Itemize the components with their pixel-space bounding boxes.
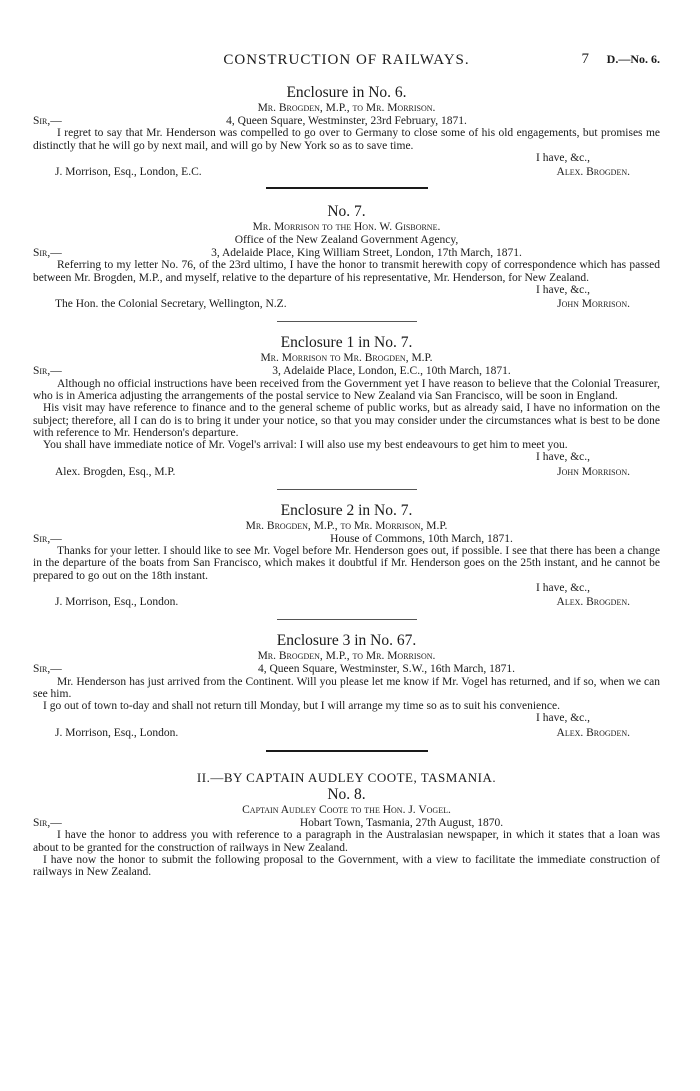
section-rule [266, 750, 428, 752]
letter-heading: Enclosure 3 in No. 67. [276, 632, 417, 650]
salutation: Sir,— [33, 115, 62, 127]
signature: Alex. Brogden. [556, 726, 630, 739]
letter-from-to: Captain Audley Coote to the Hon. J. Vogel. [242, 804, 451, 817]
letter-enclosure-1-no7 [33, 334, 660, 489]
part-two-section [33, 769, 660, 879]
letter-heading: Enclosure 2 in No. 7. [280, 501, 413, 519]
closing: I have, &c., [536, 451, 590, 464]
page-number: 7 [581, 51, 589, 67]
letter-heading: Enclosure in No. 6. [286, 84, 407, 101]
letter-address: House of Commons, 10th March, 1871. [330, 532, 513, 545]
running-title: CONSTRUCTION OF RAILWAYS. [223, 52, 470, 68]
letter-paragraph: His visit may have reference to finance and to the general scheme of public works, but as already said, I have no information on the subject; therefore, all I can do is to bring it under your notice, so that you may consider under the circumstances what is best to be done with reference to Mr. Henderson's departure. [33, 402, 660, 439]
recipient: Alex. Brogden, Esq., M.P. [55, 465, 176, 478]
letter-address: Hobart Town, Tasmania, 27th August, 1870. [299, 817, 504, 830]
section-rule [277, 619, 417, 620]
closing: I have, &c., [536, 284, 590, 297]
signature: John Morrison. [557, 298, 630, 311]
letter-no7 [33, 203, 660, 322]
letter-from-to: Mr. Morrison to Mr. Brogden, M.P. [260, 352, 433, 365]
salutation: Sir,— [33, 817, 62, 830]
letter-enclosure-3-no67 [33, 632, 660, 751]
salutation: Sir,— [33, 532, 62, 545]
letter-enclosure-no6 [33, 84, 660, 189]
letter-heading: No. 7. [327, 203, 366, 221]
salutation: Sir,— [33, 247, 62, 260]
signature: John Morrison. [557, 465, 630, 478]
letter-paragraph: I have now the honor to submit the following proposal to the Government, with a view to facilitate the immediate construction of railways in New Zealand. [33, 853, 660, 879]
signature: Alex. Brogden. [556, 166, 630, 179]
letter-paragraph: Referring to my letter No. 76, of the 23rd ultimo, I have the honor to transmit herewith copy of correspondence which has passed between Mr. Brogden, M.P., and myself, relative to the departure of his representative, Mr. Henderson, for New Zealand. [33, 259, 660, 284]
letter-from-to: Mr. Brogden, M.P., to Mr. Morrison. [257, 102, 436, 114]
recipient: J. Morrison, Esq., London. [55, 726, 179, 739]
closing: I have, &c., [536, 712, 590, 725]
letter-from-to: Mr. Brogden, M.P., to Mr. Morrison, M.P. [245, 519, 448, 532]
office-line: Office of the New Zealand Government Agency, [234, 234, 459, 247]
recipient: J. Morrison, Esq., London, E.C. [55, 166, 202, 179]
letter-paragraph: Thanks for your letter. I should like to see Mr. Vogel before Mr. Henderson goes out, if possible. I see that there has been a change in the departure of the boats from San Francisco, which makes it doubtful if Mr. Henderson goes on the 25th instant, and he cannot be prepared to go out on the 18th instant. [33, 545, 660, 582]
letter-heading: No. 8. [327, 786, 366, 804]
letter-from-to: Mr. Morrison to the Hon. W. Gisborne. [252, 221, 441, 234]
letter-address: 3, Adelaide Place, King William Street, London, 17th March, 1871. [211, 247, 522, 260]
letter-heading: Enclosure 1 in No. 7. [280, 334, 413, 352]
page-header [33, 0, 660, 68]
letter-paragraph: I regret to say that Mr. Henderson was compelled to go over to Germany to close some of his old engagements, but promises me distinctly that he will go by next mail, and will go by New York so as to save time. [33, 127, 660, 152]
closing: I have, &c., [536, 581, 590, 594]
signature: Alex. Brogden. [556, 596, 630, 609]
section-rule [277, 489, 417, 490]
letter-paragraph: Mr. Henderson has just arrived from the Continent. Will you please let me know if Mr. Vogel has returned, and if so, when we can see him. [33, 675, 660, 700]
letter-address: 4, Queen Square, Westminster, 23rd February, 1871. [226, 115, 467, 127]
part-heading: II.—BY CAPTAIN AUDLEY COOTE, TASMANIA. [196, 769, 497, 785]
letter-enclosure-2-no7 [33, 502, 660, 620]
letter-paragraph: Although no official instructions have been received from the Government yet I have reason to believe that the Colonial Treasurer, who is in America adjusting the arrangements of the postal service to New Zealand via San Francisco, will be soon in England. [33, 377, 660, 402]
letter-from-to: Mr. Brogden, M.P., to Mr. Morrison. [257, 650, 436, 663]
section-rule [277, 321, 417, 322]
salutation: Sir,— [33, 365, 62, 378]
letter-address: 3, Adelaide Place, London, E.C., 10th March, 1871. [272, 365, 511, 378]
letter-paragraph: I go out of town to-day and shall not return till Monday, but I will arrange my time so as to suit his convenience. [43, 700, 560, 713]
document-reference: D.—No. 6. [606, 52, 660, 66]
letter-address: 4, Queen Square, Westminster, S.W., 16th March, 1871. [257, 663, 515, 676]
recipient: J. Morrison, Esq., London. [55, 596, 179, 609]
salutation: Sir,— [33, 663, 62, 676]
closing: I have, &c., [536, 151, 590, 164]
letter-paragraph: I have the honor to address you with reference to a paragraph in the Australasian newspaper, in which it states that a loan was about to be granted for the construction of railways in New Zealand. [33, 829, 660, 854]
recipient: The Hon. the Colonial Secretary, Wellington, N.Z. [55, 298, 287, 311]
section-rule [266, 187, 428, 189]
letter-paragraph: You shall have immediate notice of Mr. Vogel's arrival: I will also use my best endeavours to get him to meet you. [43, 439, 568, 452]
